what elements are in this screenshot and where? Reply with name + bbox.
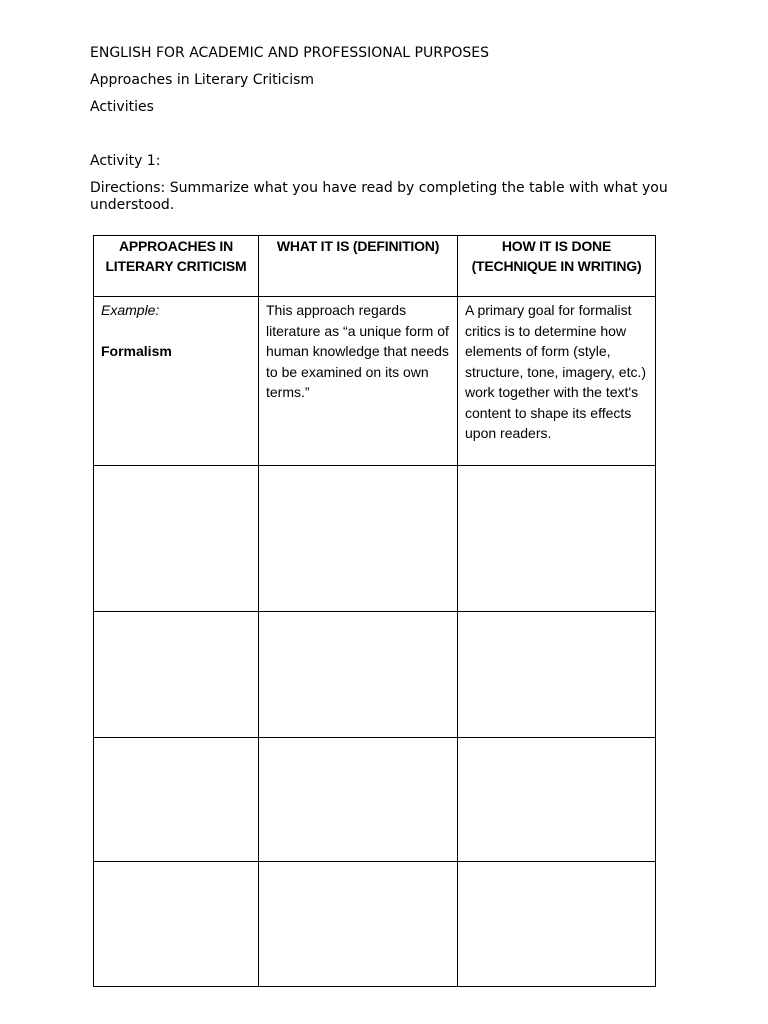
table-header-row bbox=[94, 236, 656, 297]
approach-answer-cell[interactable] bbox=[94, 612, 259, 738]
example-approach-name: Formalism bbox=[101, 342, 172, 359]
technique-answer-cell[interactable] bbox=[458, 862, 656, 987]
technique-answer-cell[interactable] bbox=[458, 466, 656, 612]
example-row bbox=[94, 297, 656, 466]
table-row bbox=[94, 738, 656, 862]
section-title: Activities bbox=[90, 99, 154, 115]
example-definition-cell: This approach regards literature as “a unique form of human knowledge that needs to be examined on its own terms.” bbox=[259, 297, 458, 466]
technique-answer-cell[interactable] bbox=[458, 612, 656, 738]
header-definition: WHAT IT IS (DEFINITION) bbox=[259, 236, 458, 297]
definition-answer-cell[interactable] bbox=[259, 862, 458, 987]
table-row bbox=[94, 612, 656, 738]
header-technique: HOW IT IS DONE (TECHNIQUE IN WRITING) bbox=[458, 236, 656, 297]
technique-answer-cell[interactable] bbox=[458, 738, 656, 862]
course-title: ENGLISH FOR ACADEMIC AND PROFESSIONAL PURPOSES bbox=[90, 45, 490, 61]
example-technique-cell: A primary goal for formalist critics is to determine how elements of form (style, structure, tone, imagery, etc.) work together with the text's content to shape its effects upon readers. bbox=[458, 297, 656, 466]
summary-table bbox=[93, 235, 656, 987]
approach-answer-cell[interactable] bbox=[94, 738, 259, 862]
table-row bbox=[94, 466, 656, 612]
example-label: Example: bbox=[101, 302, 160, 318]
activity-title: Activity 1: bbox=[90, 153, 161, 169]
example-approach-cell bbox=[94, 297, 259, 466]
table-row bbox=[94, 862, 656, 987]
activity-directions: Directions: Summarize what you have read by completing the table with what you understood. bbox=[90, 180, 668, 213]
definition-answer-cell[interactable] bbox=[259, 466, 458, 612]
approach-answer-cell[interactable] bbox=[94, 862, 259, 987]
approach-answer-cell[interactable] bbox=[94, 466, 259, 612]
topic-title: Approaches in Literary Criticism bbox=[90, 72, 315, 88]
definition-answer-cell[interactable] bbox=[259, 738, 458, 862]
definition-answer-cell[interactable] bbox=[259, 612, 458, 738]
header-approaches: APPROACHES IN LITERARY CRITICISM bbox=[94, 236, 259, 297]
